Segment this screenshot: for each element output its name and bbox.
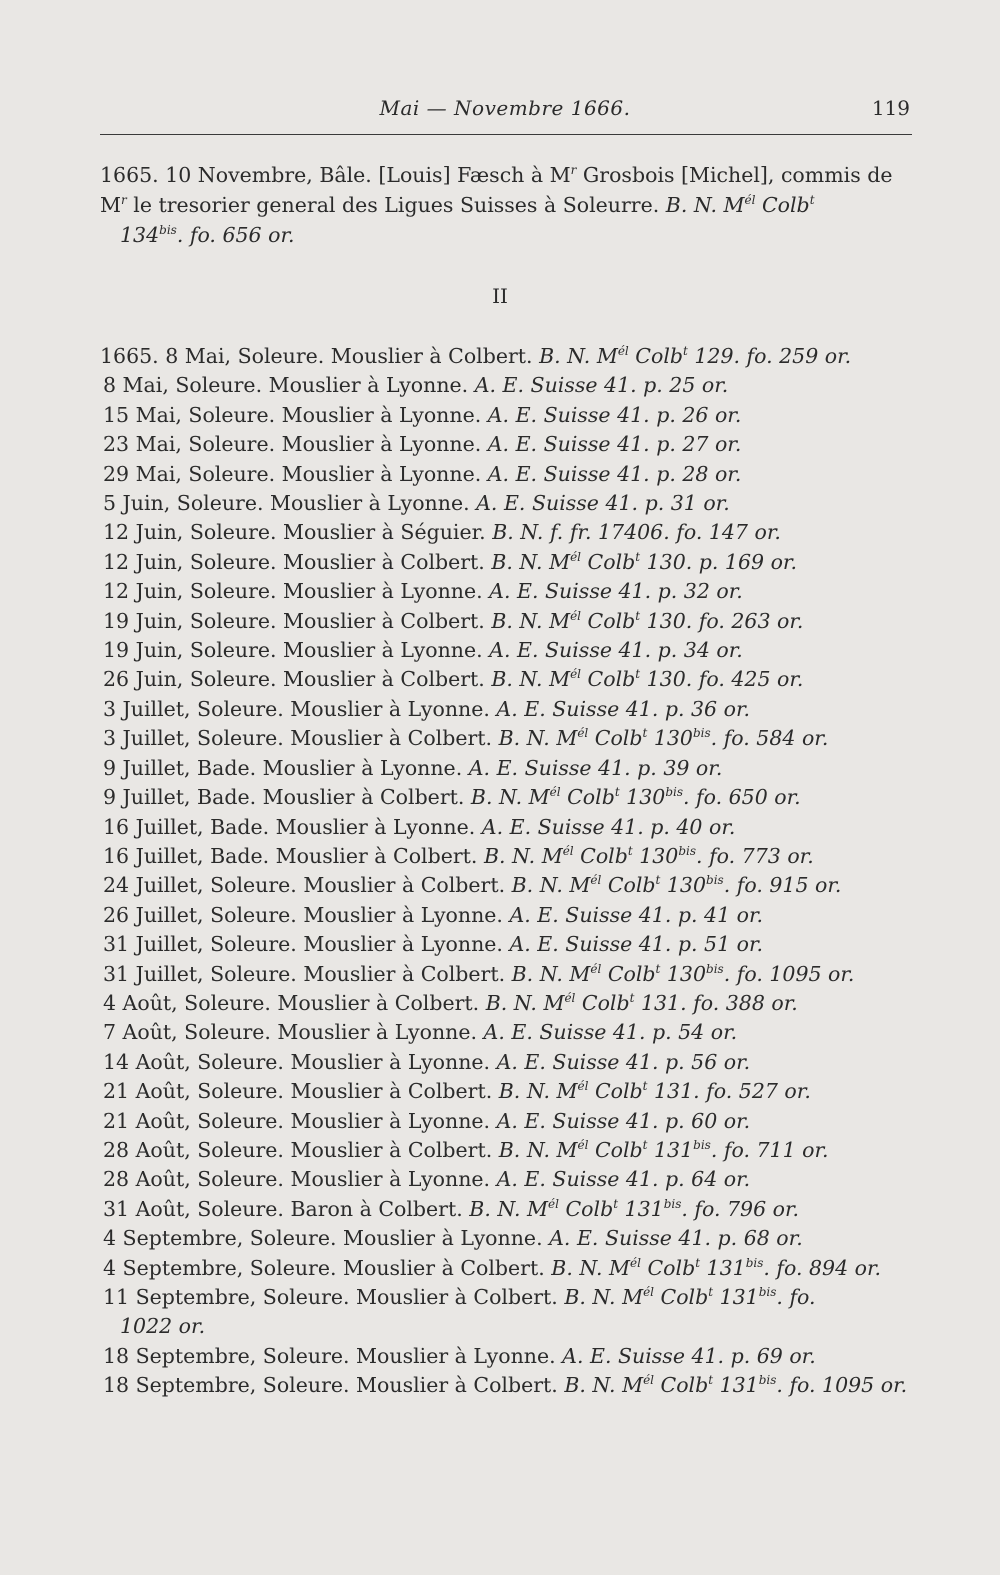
- entry-text: 31 Juillet, Soleure. Mouslier à Lyonne.: [103, 932, 510, 957]
- archive-reference: . fo. 711 or.: [710, 1137, 829, 1162]
- archive-reference: 130: [660, 873, 707, 898]
- archive-reference: 131: [647, 1137, 694, 1162]
- superscript: t: [708, 1373, 714, 1388]
- archive-reference: B. N. M: [483, 843, 563, 868]
- running-title: Mai — Novembre 1666.: [379, 96, 631, 120]
- archive-reference: A. E. Suisse 41. p. 60 or.: [496, 1108, 751, 1133]
- archive-reference: 130: [619, 785, 666, 810]
- archive-reference: Colb: [588, 1137, 643, 1162]
- superscript: él: [643, 1373, 655, 1388]
- list-item: [100, 783, 920, 812]
- page-header: [100, 96, 910, 136]
- entry-text: 31 Juillet, Soleure. Mouslier à Colbert.: [103, 961, 512, 986]
- superscript: t: [695, 1255, 701, 1270]
- archive-reference: . fo. 894 or.: [763, 1255, 882, 1280]
- archive-reference: A. E. Suisse 41. p. 40 or.: [481, 814, 736, 839]
- archive-reference: 131. fo. 527 or.: [647, 1079, 811, 1104]
- list-item: [100, 1048, 920, 1077]
- entry-text: 18 Septembre, Soleure. Mouslier à Lyonne.: [103, 1343, 563, 1368]
- archive-reference: . fo. 650 or.: [683, 785, 801, 810]
- archive-reference: Colb: [601, 961, 656, 986]
- entry-text: 28 Août, Soleure. Mouslier à Colbert.: [103, 1137, 499, 1162]
- list-item: [100, 518, 920, 547]
- list-item: [100, 665, 920, 694]
- archive-reference: A. E. Suisse 41. p. 26 or.: [487, 402, 742, 427]
- entry-text: 28 Août, Soleure. Mouslier à Lyonne.: [103, 1167, 497, 1192]
- archive-reference: B. N. M: [498, 726, 578, 751]
- entry-text: 21 Août, Soleure. Mouslier à Colbert.: [103, 1079, 499, 1104]
- archive-reference: . fo. 1095 or.: [723, 961, 855, 986]
- superscript: él: [577, 1079, 589, 1094]
- archive-reference: A. E. Suisse 41. p. 31 or.: [476, 491, 730, 516]
- archive-reference: . fo. 796 or.: [681, 1196, 800, 1221]
- entry-text: 29 Mai, Soleure. Mouslier à Lyonne.: [103, 461, 488, 486]
- archive-reference: . fo.: [776, 1285, 816, 1309]
- list-item: [100, 1107, 920, 1136]
- superscript: bis: [758, 1285, 777, 1300]
- archive-reference: A. E. Suisse 41. p. 68 or.: [549, 1226, 803, 1251]
- entry-text: 3 Juillet, Soleure. Mouslier à Colbert.: [103, 726, 499, 751]
- entry-text: 11 Septembre, Soleure. Mouslier à Colbert.: [103, 1285, 565, 1309]
- superscript: él: [590, 873, 602, 888]
- archive-reference: Colb: [573, 843, 628, 868]
- list-item: [100, 1371, 920, 1400]
- list-item: [100, 1283, 920, 1312]
- superscript: él: [577, 726, 589, 741]
- intro-line-1: [100, 160, 893, 190]
- archive-reference: A. E. Suisse 41. p. 27 or.: [487, 432, 742, 457]
- archive-reference: 1022 or.: [120, 1314, 206, 1339]
- intro-text: M: [100, 193, 121, 217]
- entry-text: 9 Juillet, Bade. Mouslier à Colbert.: [103, 785, 471, 810]
- list-item: [100, 489, 920, 518]
- intro-line-3: [120, 220, 295, 250]
- list-item: [100, 842, 920, 871]
- archive-reference: A. E. Suisse 41. p. 64 or.: [496, 1167, 751, 1192]
- entry-text: 18 Septembre, Soleure. Mouslier à Colbert.: [103, 1373, 565, 1398]
- entry-text: 5 Juin, Soleure. Mouslier à Lyonne.: [103, 491, 477, 516]
- superscript: él: [590, 961, 602, 976]
- superscript: él: [570, 667, 582, 682]
- archive-reference: 131: [713, 1373, 759, 1398]
- archive-reference: A. E. Suisse 41. p. 25 or.: [474, 373, 729, 398]
- archive-reference: B. N. M: [665, 193, 745, 217]
- archive-reference: 131: [618, 1196, 664, 1221]
- superscript: t: [809, 193, 815, 208]
- list-item: [100, 401, 920, 430]
- list-item: [100, 1165, 920, 1194]
- entry-text: 8 Mai, Soleure. Mouslier à Lyonne.: [103, 373, 475, 398]
- archive-reference: Colb: [588, 726, 643, 751]
- archive-reference: Colb: [588, 1079, 643, 1104]
- archive-reference: B. N. M: [491, 608, 571, 633]
- superscript: t: [635, 608, 641, 623]
- archive-reference: A. E. Suisse 41. p. 41 or.: [509, 902, 764, 927]
- archive-reference: A. E. Suisse 41. p. 34 or.: [489, 638, 743, 663]
- archive-reference: A. E. Suisse 41. p. 51 or.: [509, 932, 764, 957]
- entry-text: 12 Juin, Soleure. Mouslier à Séguier.: [103, 520, 493, 545]
- archive-reference: Colb: [581, 667, 636, 692]
- intro-text: 1665. 10 Novembre, Bâle. [Louis] Fæsch à M: [100, 163, 571, 187]
- entry-text: 15 Mai, Soleure. Mouslier à Lyonne.: [103, 402, 488, 427]
- archive-reference: A. E. Suisse 41. p. 54 or.: [483, 1020, 738, 1045]
- superscript: bis: [159, 223, 177, 238]
- intro-text: . fo. 656 or.: [176, 223, 295, 247]
- archive-reference: Colb: [575, 990, 630, 1015]
- page-number: 119: [871, 96, 910, 120]
- archive-reference: B. N. M: [491, 667, 571, 692]
- superscript: t: [635, 550, 641, 565]
- archive-reference: 130: [632, 843, 679, 868]
- superscript: él: [643, 1285, 655, 1300]
- archive-reference: B. N. M: [470, 785, 550, 810]
- entry-text: 9 Juillet, Bade. Mouslier à Lyonne.: [103, 755, 469, 780]
- archive-reference: A. E. Suisse 41. p. 39 or.: [468, 755, 723, 780]
- superscript: bis: [706, 873, 724, 888]
- entry-text: 14 Août, Soleure. Mouslier à Lyonne.: [103, 1049, 497, 1074]
- archive-reference: A. E. Suisse 41. p. 56 or.: [496, 1049, 751, 1074]
- archive-reference: A. E. Suisse 41. p. 69 or.: [562, 1343, 816, 1368]
- list-item: [100, 636, 920, 665]
- archive-reference: . fo. 584 or.: [710, 726, 829, 751]
- list-item: [100, 577, 920, 606]
- entry-text: 31 Août, Soleure. Baron à Colbert.: [103, 1196, 470, 1221]
- archive-reference: Colb: [601, 873, 656, 898]
- superscript: él: [577, 1138, 589, 1153]
- entry-text: 26 Juin, Soleure. Mouslier à Colbert.: [103, 667, 492, 692]
- archive-reference: . fo. 1095 or.: [776, 1373, 908, 1398]
- superscript: t: [683, 344, 688, 359]
- archive-reference: B. N. M: [551, 1255, 631, 1280]
- archive-reference: Colb: [558, 1196, 614, 1221]
- superscript: t: [642, 726, 648, 741]
- list-item: [100, 342, 920, 371]
- entry-text: 16 Juillet, Bade. Mouslier à Colbert.: [103, 843, 484, 868]
- intro-text: le tresorier general des Ligues Suisses à Soleurre.: [126, 193, 666, 217]
- entry-text: 4 Août, Soleure. Mouslier à Colbert.: [103, 990, 486, 1015]
- archive-reference: A. E. Suisse 41. p. 28 or.: [487, 461, 742, 486]
- archive-reference: B. N. M: [485, 990, 565, 1015]
- list-item: [100, 1195, 920, 1224]
- entry-text: 19 Juin, Soleure. Mouslier à Colbert.: [103, 608, 492, 633]
- superscript: él: [549, 785, 561, 800]
- superscript: él: [570, 608, 582, 623]
- list-item-continuation: [100, 1312, 920, 1341]
- entry-text: 23 Mai, Soleure. Mouslier à Lyonne.: [103, 432, 488, 457]
- archive-reference: Colb: [640, 1255, 696, 1280]
- letter-list: [100, 342, 920, 1401]
- intro-text: 134: [120, 223, 160, 247]
- list-item: [100, 1254, 920, 1283]
- superscript: r: [121, 193, 127, 208]
- superscript: bis: [758, 1373, 777, 1388]
- superscript: t: [627, 844, 633, 859]
- header-rule: [100, 134, 912, 135]
- archive-reference: B. N. M: [491, 549, 571, 574]
- archive-reference: 130: [647, 726, 693, 751]
- archive-reference: Colb: [654, 1373, 709, 1398]
- section-marker: II: [492, 284, 508, 308]
- archive-reference: B. N. M: [498, 1137, 578, 1162]
- list-item: [100, 460, 920, 489]
- superscript: t: [613, 1196, 619, 1211]
- archive-reference: B. N. M: [511, 961, 591, 986]
- superscript: bis: [678, 844, 697, 859]
- list-item: [100, 1224, 920, 1253]
- entry-text: 1665. 8 Mai, Soleure. Mouslier à Colbert.: [100, 344, 540, 368]
- list-item: [100, 1342, 920, 1371]
- archive-reference: 130. fo. 263 or.: [640, 608, 804, 633]
- entry-text: 26 Juillet, Soleure. Mouslier à Lyonne.: [103, 902, 510, 927]
- superscript: él: [630, 1255, 641, 1270]
- archive-reference: 130. p. 169 or.: [640, 549, 797, 574]
- entry-text: 12 Juin, Soleure. Mouslier à Colbert.: [103, 549, 492, 574]
- superscript: él: [564, 991, 576, 1006]
- list-item: [100, 871, 920, 900]
- archive-reference: 130. fo. 425 or.: [640, 667, 804, 692]
- superscript: t: [629, 991, 635, 1006]
- list-item: [100, 989, 920, 1018]
- superscript: t: [635, 667, 641, 682]
- superscript: bis: [693, 1138, 711, 1153]
- entry-text: 16 Juillet, Bade. Mouslier à Lyonne.: [103, 814, 482, 839]
- superscript: bis: [706, 961, 724, 976]
- archive-reference: Colb: [581, 608, 636, 633]
- superscript: bis: [692, 726, 711, 741]
- superscript: r: [570, 163, 577, 178]
- entry-text: 4 Septembre, Soleure. Mouslier à Lyonne.: [103, 1226, 550, 1251]
- superscript: t: [642, 1138, 648, 1153]
- archive-reference: B. N. M: [564, 1285, 644, 1309]
- entry-text: 12 Juin, Soleure. Mouslier à Lyonne.: [103, 579, 490, 604]
- intro-text: Grosbois [Michel], commis de: [576, 163, 893, 187]
- archive-reference: . fo. 773 or.: [696, 843, 814, 868]
- archive-reference: A. E. Suisse 41. p. 32 or.: [489, 579, 743, 604]
- list-item: [100, 548, 920, 577]
- archive-reference: B. N. M: [564, 1373, 644, 1398]
- list-item: [100, 960, 920, 989]
- archive-reference: Colb: [654, 1285, 709, 1309]
- list-item: [100, 371, 920, 400]
- archive-reference: 131. fo. 388 or.: [634, 990, 798, 1015]
- superscript: él: [617, 344, 629, 359]
- entry-text: 7 Août, Soleure. Mouslier à Lyonne.: [103, 1020, 484, 1045]
- entry-text: 19 Juin, Soleure. Mouslier à Lyonne.: [103, 638, 490, 663]
- entry-text: 3 Juillet, Soleure. Mouslier à Lyonne.: [103, 696, 497, 721]
- superscript: t: [614, 785, 620, 800]
- superscript: bis: [745, 1255, 764, 1270]
- list-item: [100, 724, 920, 753]
- superscript: él: [570, 550, 582, 565]
- list-item: [100, 695, 920, 724]
- list-item: [100, 901, 920, 930]
- superscript: él: [548, 1196, 559, 1211]
- superscript: él: [744, 193, 756, 208]
- entry-text: 4 Septembre, Soleure. Mouslier à Colbert.: [103, 1255, 552, 1280]
- archive-reference: B. N. M: [498, 1079, 578, 1104]
- list-item: [100, 607, 920, 636]
- list-item: [100, 1018, 920, 1047]
- archive-reference: Colb: [581, 549, 636, 574]
- archive-reference: Colb: [628, 344, 684, 368]
- archive-reference: Colb: [755, 193, 810, 217]
- archive-reference: 131: [713, 1285, 759, 1309]
- archive-reference: Colb: [560, 785, 615, 810]
- archive-reference: A. E. Suisse 41. p. 36 or.: [496, 696, 751, 721]
- archive-reference: B. N. M: [539, 344, 618, 368]
- superscript: t: [655, 961, 661, 976]
- superscript: él: [562, 844, 574, 859]
- archive-reference: 129. fo. 259 or.: [687, 344, 852, 368]
- superscript: bis: [663, 1196, 682, 1211]
- list-item: [100, 1077, 920, 1106]
- superscript: t: [708, 1285, 714, 1300]
- list-item: [100, 813, 920, 842]
- archive-reference: 131: [700, 1255, 746, 1280]
- entry-text: 24 Juillet, Soleure. Mouslier à Colbert.: [103, 873, 512, 898]
- archive-reference: B. N. f. fr. 17406. fo. 147 or.: [492, 520, 781, 545]
- entry-text: 21 Août, Soleure. Mouslier à Lyonne.: [103, 1108, 497, 1133]
- archive-reference: 130: [660, 961, 707, 986]
- superscript: t: [655, 873, 661, 888]
- archive-reference: B. N. M: [511, 873, 591, 898]
- superscript: bis: [665, 785, 683, 800]
- archive-reference: . fo. 915 or.: [723, 873, 842, 898]
- list-item: [100, 930, 920, 959]
- superscript: t: [642, 1079, 648, 1094]
- list-item: [100, 754, 920, 783]
- list-item: [100, 1136, 920, 1165]
- archive-reference: B. N. M: [469, 1196, 549, 1221]
- intro-line-2: [100, 190, 815, 220]
- list-item: [100, 430, 920, 459]
